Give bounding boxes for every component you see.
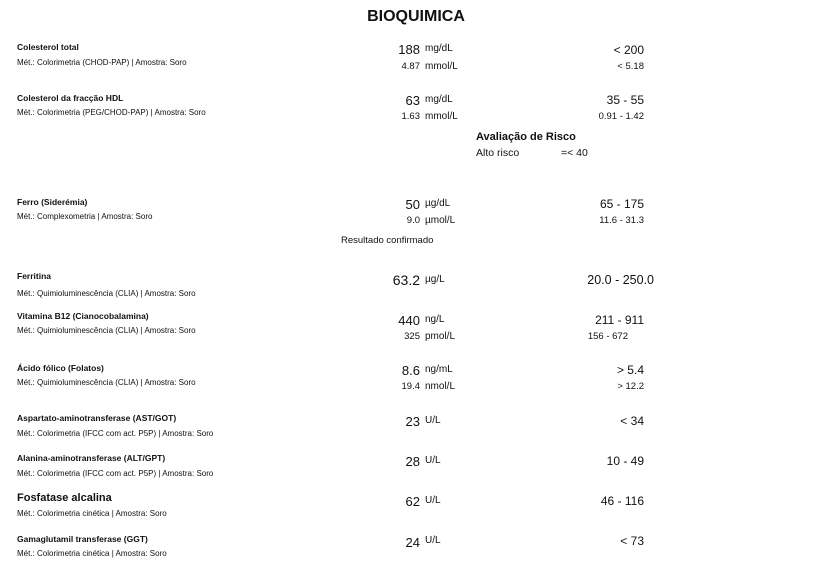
test-method: Mét.: Colorimetria (PEG/CHOD-PAP) | Amostra: Soro <box>17 108 206 117</box>
result-value: 4.87 <box>401 61 420 72</box>
test-method: Mét.: Colorimetria (IFCC com act. P5P) | Amostra: Soro <box>17 469 214 478</box>
reference-range: < 5.18 <box>617 61 644 72</box>
reference-range: 46 - 116 <box>600 494 644 508</box>
test-name: Ácido fólico (Folatos) <box>17 363 104 373</box>
result-value: 23 <box>405 414 420 429</box>
reference-range: > 5.4 <box>616 363 644 377</box>
test-name: Colesterol total <box>17 42 79 52</box>
risk-value: =< 40 <box>561 147 588 159</box>
result-unit: pmol/L <box>425 331 456 342</box>
test-method: Mét.: Quimioluminescência (CLIA) | Amostra: Soro <box>17 378 196 387</box>
risk-assessment-title: Avaliação de Risco <box>476 131 576 143</box>
reference-range: 65 - 175 <box>599 197 644 211</box>
reference-range: 20.0 - 250.0 <box>587 273 654 287</box>
result-unit: µg/dL <box>425 198 451 209</box>
test-method: Mét.: Colorimetria (IFCC com act. P5P) | Amostra: Soro <box>17 429 214 438</box>
result-unit: nmol/L <box>425 381 456 392</box>
test-name: Vitamina B12 (Cianocobalamina) <box>17 311 149 321</box>
test-name: Colesterol da fracção HDL <box>17 93 124 103</box>
result-value: 188 <box>398 42 420 57</box>
test-name: Aspartato-aminotransferase (AST/GOT) <box>17 413 177 423</box>
test-method: Mét.: Colorimetria cinética | Amostra: Soro <box>17 509 167 518</box>
reference-range: < 34 <box>620 414 644 428</box>
test-method: Mét.: Quimioluminescência (CLIA) | Amostra: Soro <box>17 326 196 335</box>
risk-label: Alto risco <box>476 147 520 159</box>
reference-range: 10 - 49 <box>606 454 644 468</box>
result-value: 19.4 <box>401 381 420 392</box>
reference-range: 211 - 911 <box>595 313 644 327</box>
result-unit: mg/dL <box>425 94 453 105</box>
result-value: 440 <box>398 313 420 328</box>
reference-range: < 73 <box>620 534 644 548</box>
reference-range: 11.6 - 31.3 <box>599 215 644 226</box>
result-value: 1.63 <box>401 111 420 122</box>
result-value: 50 <box>405 197 420 212</box>
result-value: 63 <box>405 93 420 108</box>
result-unit: µmol/L <box>425 215 456 226</box>
reference-range: 35 - 55 <box>606 93 644 107</box>
test-name: Fosfatase alcalina <box>17 492 112 504</box>
result-value: 9.0 <box>406 215 420 226</box>
page-title: BIOQUIMICA <box>367 8 465 25</box>
result-note: Resultado confirmado <box>341 235 434 246</box>
test-name: Ferro (Siderémia) <box>17 197 88 207</box>
reference-range: 0.91 - 1.42 <box>598 111 644 122</box>
reference-range: < 200 <box>613 43 644 57</box>
result-value: 63.2 <box>392 272 420 288</box>
test-method: Mét.: Quimioluminescência (CLIA) | Amostra: Soro <box>17 289 196 298</box>
result-unit: U/L <box>425 455 441 466</box>
result-value: 28 <box>405 454 420 469</box>
test-method: Mét.: Colorimetria (CHOD-PAP) | Amostra: Soro <box>17 58 187 67</box>
test-name: Alanina-aminotransferase (ALT/GPT) <box>17 453 166 463</box>
test-method: Mét.: Complexometria | Amostra: Soro <box>17 212 153 221</box>
result-unit: U/L <box>425 535 441 546</box>
result-unit: ng/L <box>425 314 445 325</box>
result-unit: µg/L <box>425 274 445 285</box>
result-unit: mmol/L <box>425 111 458 122</box>
result-unit: U/L <box>425 415 441 426</box>
test-name: Ferritina <box>17 271 52 281</box>
result-unit: U/L <box>425 495 441 506</box>
result-value: 8.6 <box>401 363 420 378</box>
test-method: Mét.: Colorimetria cinética | Amostra: Soro <box>17 549 167 558</box>
result-unit: mg/dL <box>425 43 453 54</box>
reference-range: 156 - 672 <box>587 331 628 342</box>
result-unit: ng/mL <box>425 364 453 375</box>
reference-range: > 12.2 <box>617 381 644 392</box>
result-value: 24 <box>405 535 420 550</box>
result-value: 62 <box>405 494 420 509</box>
test-name: Gamaglutamil transferase (GGT) <box>17 534 148 544</box>
result-value: 325 <box>404 331 420 342</box>
result-unit: mmol/L <box>425 61 458 72</box>
